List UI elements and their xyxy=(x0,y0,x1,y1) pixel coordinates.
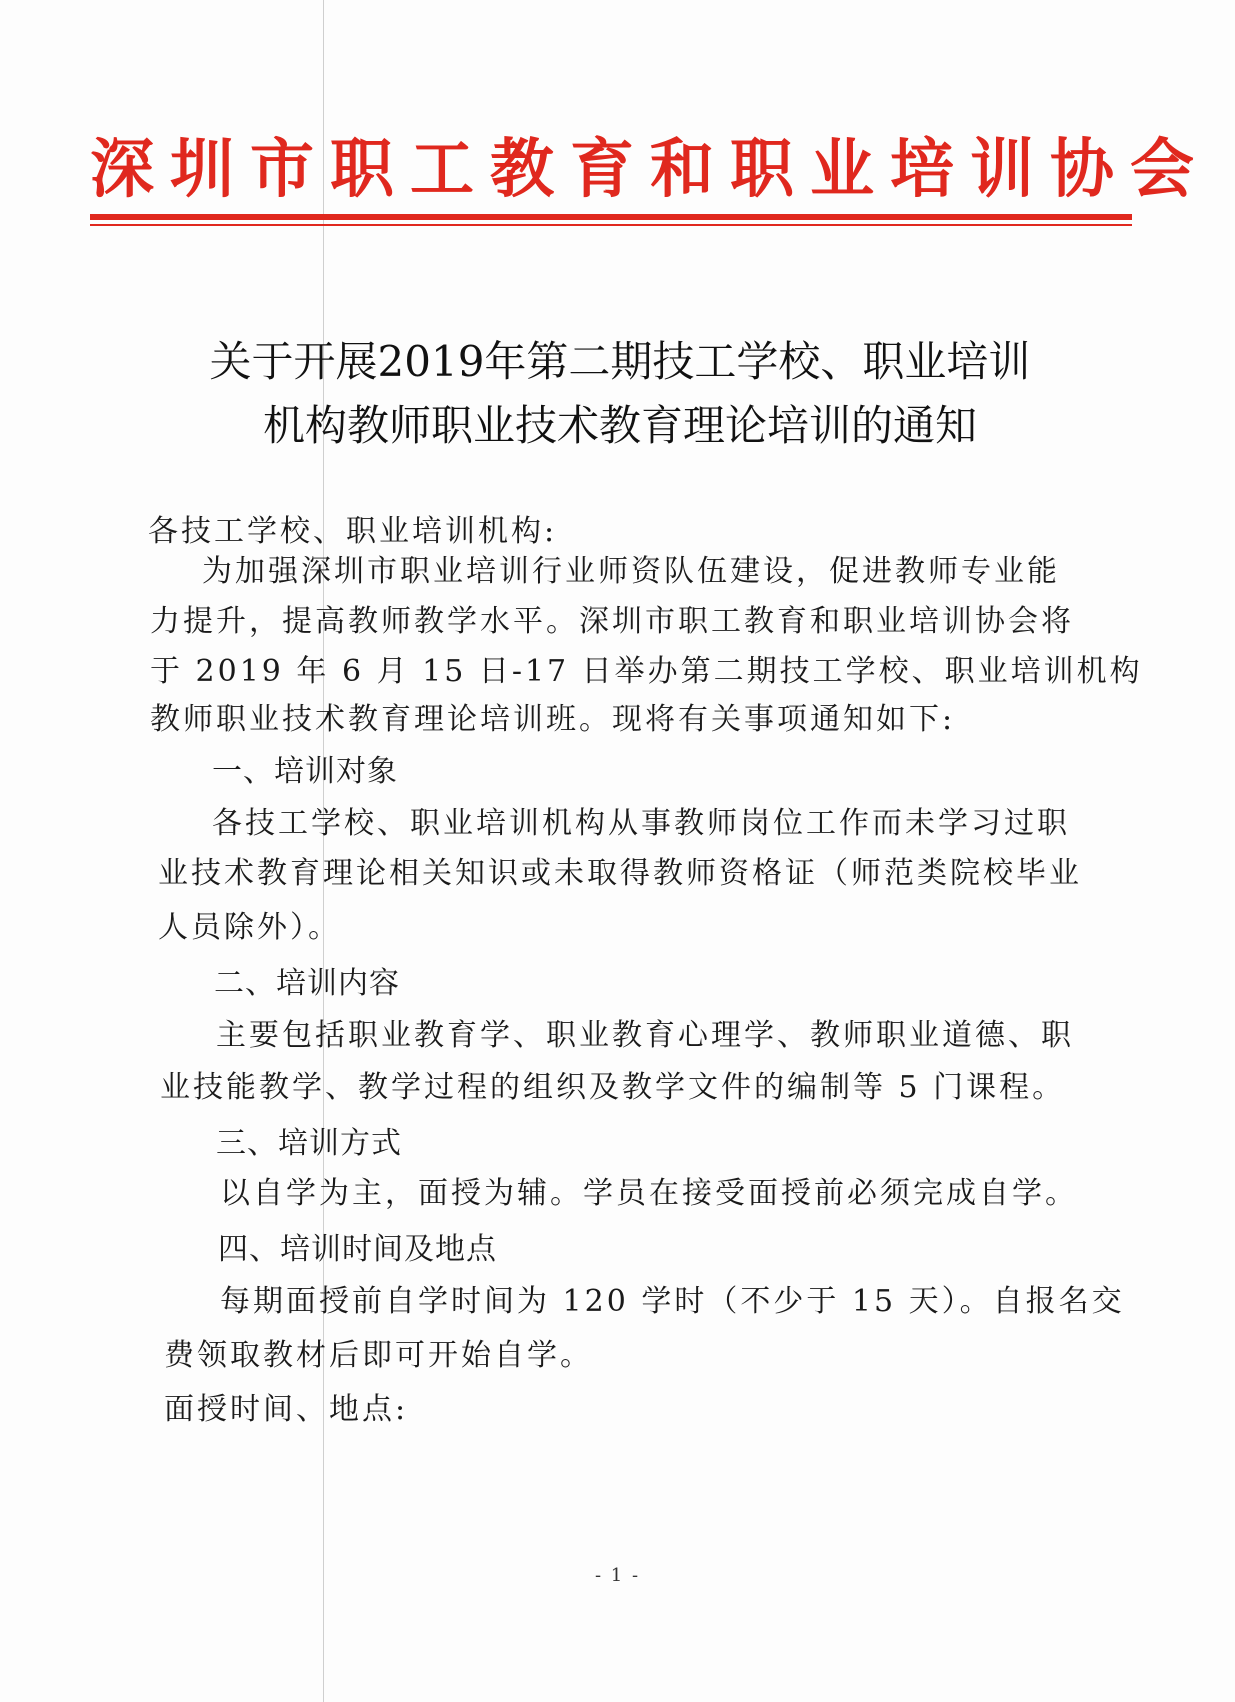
intro-line-4: 教师职业技术教育理论培训班。现将有关事项通知如下: xyxy=(150,702,956,737)
letterhead-organization-name: 深圳市职工教育和职业培训协会 xyxy=(90,133,1210,207)
section-2-line-2: 业技能教学、教学过程的组织及教学文件的编制等 5 门课程。 xyxy=(160,1070,1066,1105)
section-4-line-2: 费领取教材后即可开始自学。 xyxy=(164,1338,593,1373)
scan-fold-line xyxy=(323,0,324,1702)
section-4-line-1: 每期面授前自学时间为 120 学时（不少于 15 天）。自报名交 xyxy=(220,1284,1125,1319)
section-1-heading: 一、培训对象 xyxy=(212,754,398,789)
section-3-heading: 三、培训方式 xyxy=(216,1126,402,1161)
section-2-heading: 二、培训内容 xyxy=(214,966,400,1001)
section-2-line-1: 主要包括职业教育学、职业教育心理学、教师职业道德、职 xyxy=(216,1018,1074,1053)
title-line-1: 关于开展2019年第二期技工学校、职业培训 xyxy=(209,337,1031,386)
section-3-line-1: 以自学为主，面授为辅。学员在接受面授前必须完成自学。 xyxy=(220,1176,1078,1211)
section-4-line-3: 面授时间、地点: xyxy=(164,1392,409,1427)
letterhead-red-rule-thin xyxy=(90,224,1132,226)
page-number: - 1 - xyxy=(594,1565,641,1586)
intro-line-1: 为加强深圳市职业培训行业师资队伍建设，促进教师专业能 xyxy=(202,554,1060,589)
letterhead-red-rule-thick xyxy=(90,214,1132,220)
section-1-line-2: 业技术教育理论相关知识或未取得教师资格证（师范类院校毕业 xyxy=(158,856,1082,891)
document-title xyxy=(120,330,1120,458)
intro-line-2: 力提升，提高教师教学水平。深圳市职工教育和职业培训协会将 xyxy=(150,604,1074,639)
section-1-line-1: 各技工学校、职业培训机构从事教师岗位工作而未学习过职 xyxy=(212,806,1070,841)
section-1-line-3: 人员除外）。 xyxy=(158,910,341,945)
salutation: 各技工学校、职业培训机构: xyxy=(148,514,558,549)
intro-line-3: 于 2019 年 6 月 15 日-17 日举办第二期技工学校、职业培训机构 xyxy=(150,654,1143,689)
title-line-2: 机构教师职业技术教育理论培训的通知 xyxy=(262,401,977,450)
section-4-heading: 四、培训时间及地点 xyxy=(218,1232,497,1267)
